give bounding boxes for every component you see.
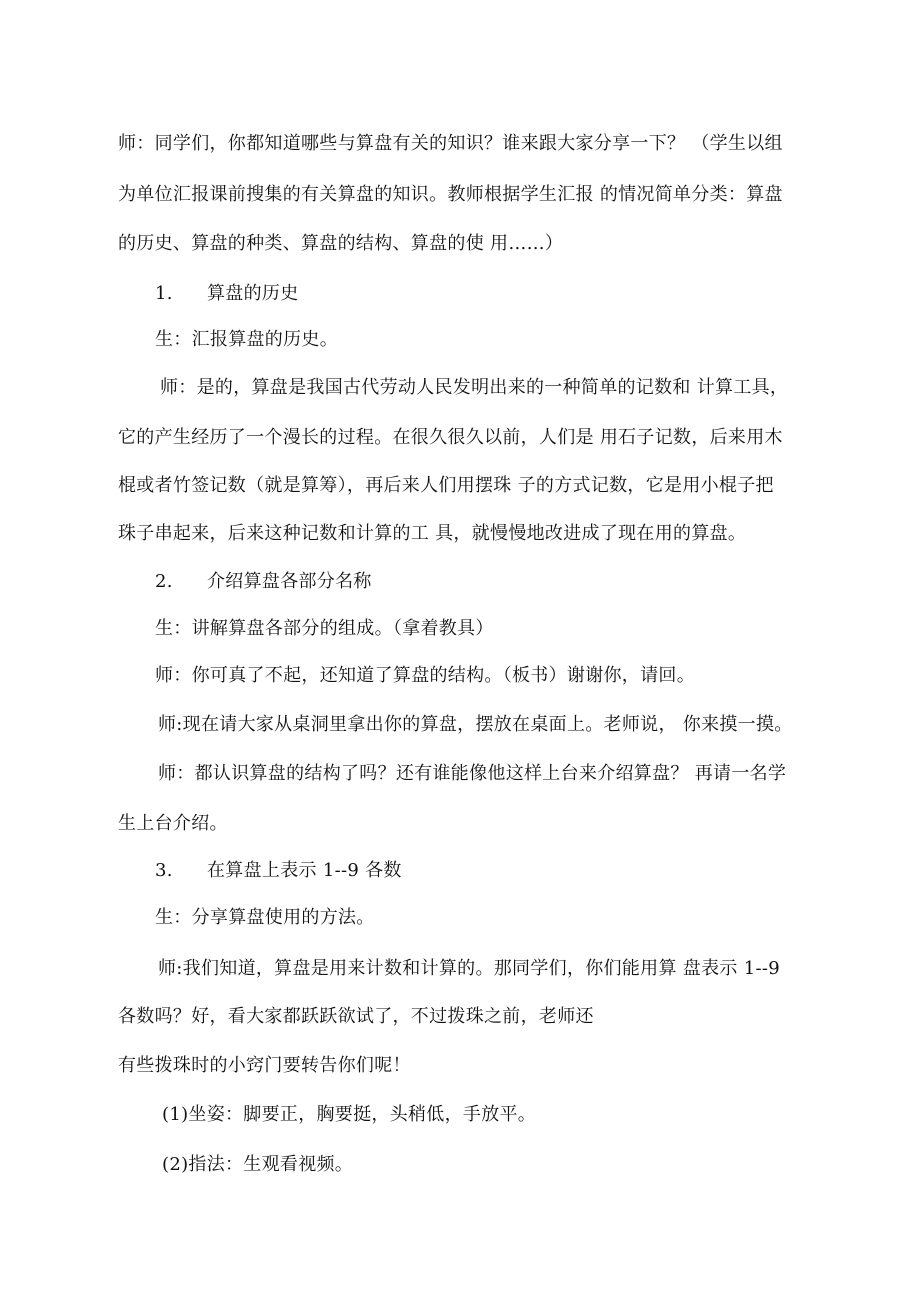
paragraph-line: 师:现在请大家从桌洞里拿出你的算盘，摆放在桌面上。老师说， 你来摸一摸。 bbox=[158, 714, 793, 735]
list-item: (1)坐姿：脚要正，胸要挺，头稍低，手放平。 bbox=[162, 1104, 537, 1125]
paragraph-line: 的历史、算盘的种类、算盘的结构、算盘的使 用……） bbox=[118, 233, 564, 254]
paragraph-line: 生：分享算盘使用的方法。 bbox=[155, 907, 375, 928]
paragraph-line: 生上台介绍。 bbox=[118, 813, 228, 834]
paragraph-line: 师：同学们，你都知道哪些与算盘有关的知识？谁来跟大家分享一下？ （学生以组 bbox=[118, 133, 783, 154]
section-heading bbox=[155, 859, 402, 883]
paragraph-line: 棍或者竹签记数（就是算筹），再后来人们用摆珠 子的方式记数，它是用小棍子把 bbox=[118, 475, 774, 496]
paragraph-line: 生：汇报算盘的历史。 bbox=[155, 329, 338, 350]
paragraph-line: 师：都认识算盘的结构了吗？还有谁能像他这样上台来介绍算盘？ 再请一名学 bbox=[158, 763, 787, 784]
paragraph-line: 有些拨珠时的小窍门要转告你们呢！ bbox=[118, 1055, 411, 1076]
section-title: 在算盘上表示 1--9 各数 bbox=[207, 860, 402, 881]
paragraph-line: 珠子串起来，后来这种记数和计算的工 具，就慢慢地改进成了现在用的算盘。 bbox=[118, 523, 747, 544]
section-title: 介绍算盘各部分名称 bbox=[207, 571, 372, 592]
paragraph-line: 各数吗？好，看大家都跃跃欲试了，不过拨珠之前，老师还 bbox=[118, 1006, 594, 1027]
section-number: 3. bbox=[155, 860, 173, 881]
paragraph-line: 它的产生经历了一个漫长的过程。在很久很久以前，人们是 用石子记数，后来用木 bbox=[118, 427, 783, 448]
paragraph-line: 师：你可真了不起，还知道了算盘的结构。（板书）谢谢你，请回。 bbox=[155, 665, 695, 686]
section-number: 2. bbox=[155, 571, 173, 592]
list-item: (2)指法：生观看视频。 bbox=[162, 1154, 354, 1175]
paragraph-line: 为单位汇报课前搜集的有关算盘的知识。教师根据学生汇报 的情况简单分类：算盘 bbox=[118, 184, 783, 205]
paragraph-line: 生：讲解算盘各部分的组成。（拿着教具） bbox=[155, 618, 494, 639]
section-heading bbox=[155, 570, 372, 594]
paragraph-line: 师：是的，算盘是我国古代劳动人民发明出来的一种简单的记数和 计算工具， bbox=[160, 377, 789, 398]
section-heading bbox=[155, 282, 299, 306]
paragraph-line: 师:我们知道，算盘是用来计数和计算的。那同学们，你们能用算 盘表示 1--9 bbox=[158, 958, 780, 979]
section-number: 1. bbox=[155, 283, 173, 304]
section-title: 算盘的历史 bbox=[207, 283, 299, 304]
